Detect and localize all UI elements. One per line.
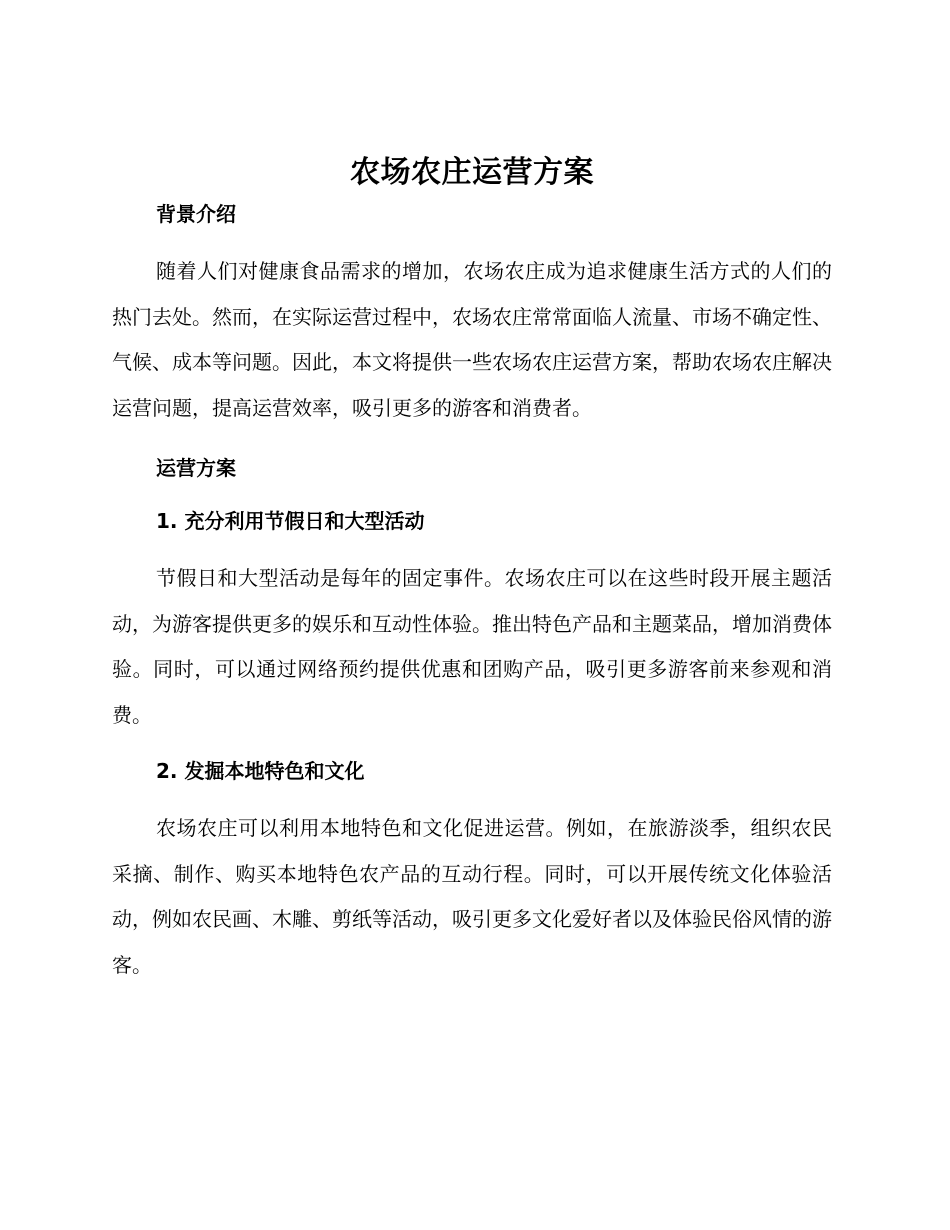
background-heading: 背景介绍 [156, 202, 236, 226]
section-2-paragraph: 农场农庄可以利用本地特色和文化促进运营。例如，在旅游淡季，组织农民采摘、制作、购买本地特色农产品的互动行程。同时，可以开展传统文化体验活动，例如农民画、木雕、剪纸等活动，吸引更多文化爱好者以及体验民俗风情的游客。 [112, 816, 832, 977]
section-1-heading: 1. 充分利用节假日和大型活动 [156, 509, 425, 533]
operations-heading: 运营方案 [156, 456, 236, 480]
document-page [112, 150, 832, 988]
document-title: 农场农庄运营方案 [350, 155, 594, 190]
background-paragraph: 随着人们对健康食品需求的增加，农场农庄成为追求健康生活方式的人们的热门去处。然而，在实际运营过程中，农场农庄常常面临人流量、市场不确定性、气候、成本等问题。因此，本文将提供一些农场农庄运营方案，帮助农场农庄解决运营问题，提高运营效率，吸引更多的游客和消费者。 [112, 259, 832, 420]
section-1-paragraph: 节假日和大型活动是每年的固定事件。农场农庄可以在这些时段开展主题活动，为游客提供更多的娱乐和互动性体验。推出特色产品和主题菜品，增加消费体验。同时，可以通过网络预约提供优惠和团购产品，吸引更多游客前来参观和消费。 [112, 566, 832, 727]
section-2-heading: 2. 发掘本地特色和文化 [156, 759, 365, 783]
